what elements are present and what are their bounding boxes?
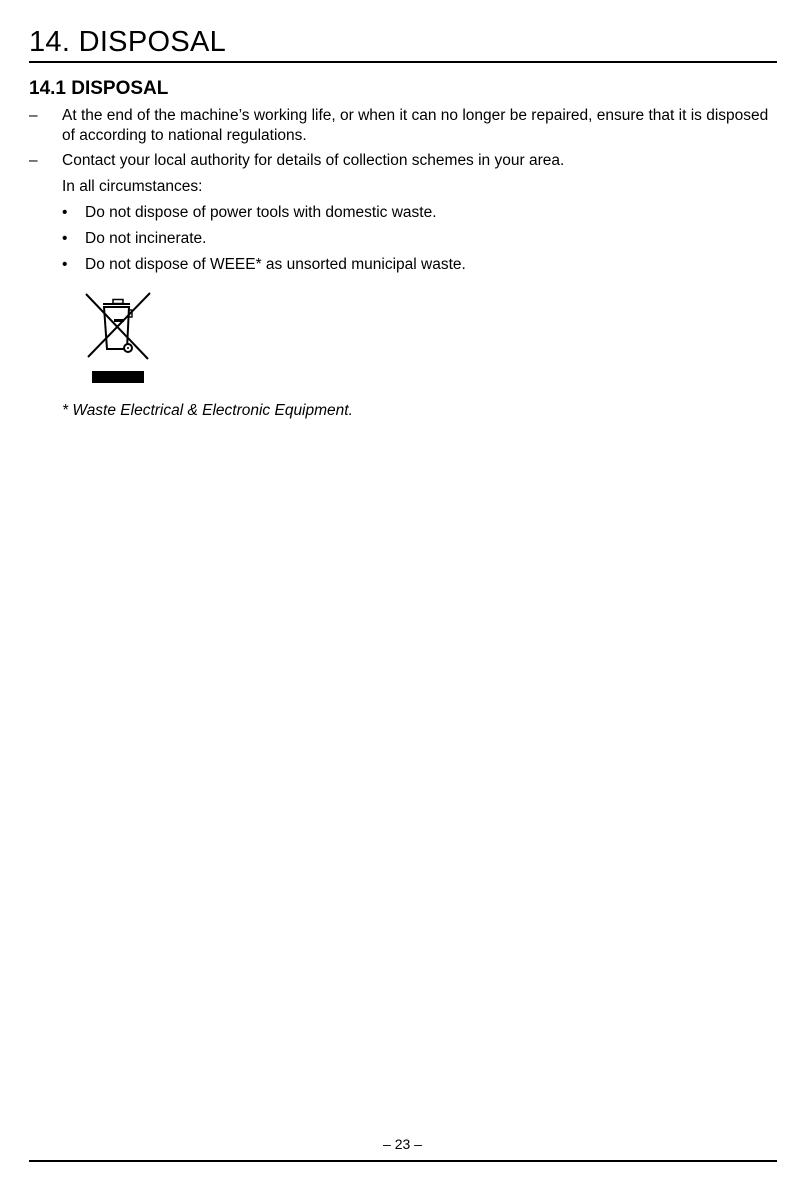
bullet-marker: • bbox=[62, 230, 68, 247]
bullet-marker: • bbox=[62, 204, 68, 221]
section-heading: 14.1 DISPOSAL bbox=[29, 78, 169, 99]
chapter-title: 14. DISPOSAL bbox=[29, 26, 227, 58]
bullet-item-text: Do not dispose of WEEE* as unsorted municipal waste. bbox=[85, 256, 466, 273]
chapter-rule bbox=[29, 61, 777, 63]
footnote: * Waste Electrical & Electronic Equipment. bbox=[62, 402, 353, 419]
dash-marker: – bbox=[29, 152, 38, 169]
crossed-out-wheelie-bin-icon bbox=[84, 291, 152, 385]
intro-line: In all circumstances: bbox=[62, 178, 203, 195]
dash-marker: – bbox=[29, 107, 38, 124]
bullet-item-text: Do not incinerate. bbox=[85, 230, 207, 247]
bullet-marker: • bbox=[62, 256, 68, 273]
page-number: – 23 – bbox=[383, 1136, 422, 1152]
footer-rule bbox=[29, 1160, 777, 1162]
bullet-item-text: Do not dispose of power tools with domestic waste. bbox=[85, 204, 437, 221]
dash-item-text: At the end of the machine’s working life, or when it can no longer be repaired, ensure that it is disposed of according to national regulations. bbox=[62, 107, 769, 144]
dash-item-text: Contact your local authority for details of collection schemes in your area. bbox=[62, 152, 565, 169]
